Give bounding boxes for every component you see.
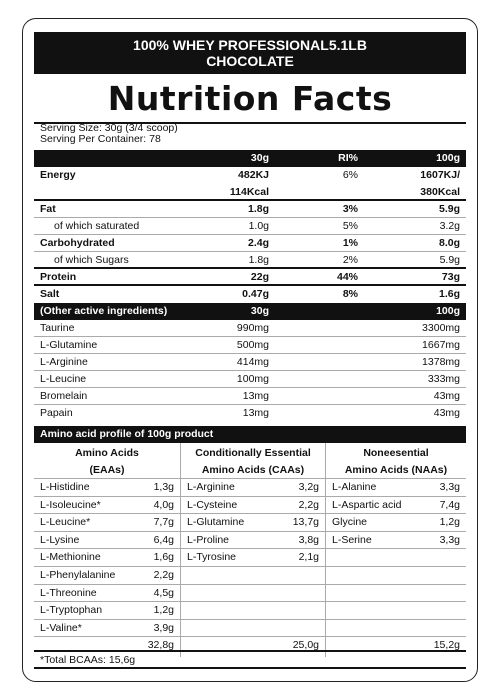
nutrient-100g: 5.9g <box>439 254 460 266</box>
active-30g: 13mg <box>242 390 269 402</box>
amino-value: 6,4g <box>153 533 174 546</box>
nutrient-100g: 3.2g <box>439 220 460 232</box>
nutrient-label: of which Sugars <box>54 254 129 266</box>
nutrient-row-protein <box>34 269 466 286</box>
nutrient-30g: 1.8g <box>248 254 269 266</box>
active-100g: 43mg <box>433 390 460 402</box>
amino-row <box>34 514 180 532</box>
total-bcaas-note: *Total BCAAs: 15,6g <box>34 650 466 669</box>
amino-profile-header: Amino acid profile of 100g product <box>34 426 466 443</box>
active-30g: 13mg <box>242 407 269 419</box>
amino-name: L-Threonine <box>40 586 97 599</box>
amino-value: 1,6g <box>153 551 174 564</box>
amino-row <box>181 514 325 532</box>
amino-empty-row <box>181 620 325 638</box>
amino-row <box>34 567 180 585</box>
amino-value: 7,7g <box>153 516 174 529</box>
active-label: Taurine <box>40 322 75 334</box>
amino-value: 4,0g <box>153 498 174 511</box>
amino-empty-row <box>326 549 466 567</box>
amino-row <box>326 479 466 497</box>
amino-value: 1,2g <box>153 604 174 617</box>
amino-empty-row <box>181 602 325 620</box>
active-30g: 500mg <box>236 339 269 351</box>
nutrient-100g: 73g <box>441 271 460 283</box>
amino-name: L-Tyrosine <box>187 551 237 564</box>
nutrient-ri: 44% <box>336 271 358 283</box>
nutrient-100g: 1.6g <box>438 288 460 300</box>
active-100g: 43mg <box>433 407 460 419</box>
nutrients-table <box>34 150 466 422</box>
active-row <box>34 320 466 337</box>
nutrient-row-energy-kcal <box>34 184 466 201</box>
nutrient-30g: 114Kcal <box>229 186 269 198</box>
amino-header-line2: Amino Acids (CAAs) <box>201 464 305 476</box>
amino-value: 1,2g <box>439 516 460 529</box>
bottom-rule <box>34 667 466 669</box>
product-name: 100% WHEY PROFESSIONAL5.1LB <box>133 37 367 53</box>
header-ri: RI% <box>338 152 358 164</box>
amino-value: 1,3g <box>153 481 174 493</box>
amino-column-eaas <box>34 443 180 657</box>
amino-empty-row <box>326 585 466 603</box>
nutrient-30g: 1.0g <box>248 220 269 232</box>
nutrient-ri: 1% <box>342 237 358 249</box>
nutrient-ri: 6% <box>342 169 358 181</box>
amino-name: L-Aspartic acid <box>332 498 402 511</box>
amino-row <box>34 549 180 567</box>
nutrient-ri: 5% <box>342 220 358 232</box>
active-row <box>34 337 466 354</box>
active-100g: 1667mg <box>422 339 460 351</box>
header-30g: 30g <box>250 152 269 164</box>
active-header-label: (Other active ingredients) <box>40 305 168 317</box>
nutrient-ri: 8% <box>342 288 358 300</box>
amino-name: L-Histidine <box>40 481 90 493</box>
amino-header-line1: Noneesential <box>363 447 429 459</box>
product-flavor: CHOCOLATE <box>206 53 294 69</box>
nutrient-label: Fat <box>40 203 56 215</box>
serving-info <box>40 123 178 145</box>
amino-value: 2,2g <box>298 498 319 511</box>
amino-row <box>34 585 180 603</box>
active-30g: 990mg <box>236 322 269 334</box>
nutrition-facts-title: Nutrition Facts <box>34 74 466 124</box>
active-row <box>34 388 466 405</box>
amino-row <box>326 514 466 532</box>
amino-name: Glycine <box>332 516 368 529</box>
amino-empty-row <box>326 567 466 585</box>
servings-per-container: Serving Per Container: 78 <box>40 133 161 145</box>
nutrient-label: of which saturated <box>54 220 140 232</box>
amino-value: 2,1g <box>298 551 319 564</box>
amino-value: 3,3g <box>439 481 460 493</box>
amino-name: L-Tryptophan <box>40 604 103 617</box>
nutrient-30g: 2.4g <box>247 237 269 249</box>
amino-column-header <box>326 443 466 479</box>
nutrient-30g: 0.47g <box>242 288 269 300</box>
amino-name: L-Valine* <box>40 621 82 634</box>
amino-row <box>34 479 180 497</box>
amino-row <box>181 479 325 497</box>
nutrient-label: Salt <box>40 288 60 300</box>
amino-value: 7,4g <box>439 498 460 511</box>
amino-name: L-Lysine <box>40 533 80 546</box>
active-100g: 1378mg <box>422 356 460 368</box>
amino-row <box>181 549 325 567</box>
header-100g: 100g <box>436 152 460 164</box>
active-row <box>34 354 466 371</box>
amino-name: L-Phenylalanine <box>40 568 116 581</box>
amino-value: 4,5g <box>153 586 174 599</box>
amino-header-line2: (EAAs) <box>89 464 125 476</box>
active-row <box>34 371 466 388</box>
active-30g: 100mg <box>236 373 269 385</box>
nutrient-row-salt <box>34 286 466 303</box>
nutrient-100g: 8.0g <box>438 237 460 249</box>
amino-name: L-Methionine <box>40 551 101 564</box>
amino-name: L-Arginine <box>187 481 235 493</box>
amino-header-line1: Conditionally Essential <box>195 447 311 459</box>
amino-name: L-Serine <box>332 533 372 546</box>
amino-total: 32,8g <box>147 639 174 652</box>
amino-empty-row <box>181 585 325 603</box>
amino-value: 3,3g <box>439 533 460 546</box>
nutrient-row-carbohydrated <box>34 235 466 252</box>
amino-column-header <box>181 443 325 479</box>
nutrient-30g: 22g <box>250 271 269 283</box>
amino-header-line1: Amino Acids <box>75 447 139 459</box>
nutrient-100g: 1607KJ/ <box>420 169 460 181</box>
amino-column-caas <box>181 443 325 657</box>
nutrients-header-row <box>34 150 466 167</box>
active-ingredients-header-row <box>34 303 466 320</box>
nutrient-row-saturated <box>34 218 466 235</box>
nutrient-ri: 3% <box>342 203 358 215</box>
amino-name: L-Isoleucine* <box>40 498 101 511</box>
amino-empty-row <box>181 567 325 585</box>
active-100g: 3300mg <box>422 322 460 334</box>
nutrient-label: Protein <box>40 271 77 283</box>
amino-row <box>181 497 325 515</box>
active-100g: 333mg <box>427 373 460 385</box>
amino-row <box>34 620 180 638</box>
active-label: L-Arginine <box>40 356 88 368</box>
active-row <box>34 405 466 422</box>
amino-value: 3,8g <box>298 533 319 546</box>
amino-row <box>181 532 325 550</box>
active-header-30g: 30g <box>250 305 269 317</box>
amino-column-header <box>34 443 180 479</box>
nutrient-row-sugars <box>34 252 466 269</box>
amino-empty-row <box>326 602 466 620</box>
active-label: L-Glutamine <box>40 339 98 351</box>
active-label: Bromelain <box>40 390 88 402</box>
nutrient-100g: 380Kcal <box>420 186 460 198</box>
amino-name: L-Glutamine <box>187 516 245 529</box>
amino-row <box>34 497 180 515</box>
amino-header-line2: Amino Acids (NAAs) <box>344 464 448 476</box>
nutrient-row-fat <box>34 201 466 218</box>
amino-total: 25,0g <box>292 639 319 652</box>
amino-row <box>326 532 466 550</box>
amino-name: L-Alanine <box>332 481 377 493</box>
amino-row <box>34 602 180 620</box>
nutrient-30g: 1.8g <box>247 203 269 215</box>
nutrient-ri: 2% <box>342 254 358 266</box>
nutrient-30g: 482KJ <box>238 169 269 181</box>
active-label: L-Leucine <box>40 373 87 385</box>
active-header-100g: 100g <box>436 305 460 317</box>
amino-total: 15,2g <box>433 639 460 652</box>
amino-value: 13,7g <box>292 516 319 529</box>
amino-empty-row <box>326 620 466 638</box>
amino-value: 3,2g <box>298 481 319 493</box>
amino-name: L-Proline <box>187 533 230 546</box>
amino-column-naas <box>326 443 466 657</box>
amino-row <box>326 497 466 515</box>
nutrient-label: Carbohydrated <box>40 237 115 249</box>
nutrient-row-energy <box>34 167 466 184</box>
amino-value: 2,2g <box>153 568 174 581</box>
amino-value: 3,9g <box>153 621 174 634</box>
serving-size: Serving Size: 30g (3/4 scoop) <box>40 122 178 134</box>
nutrient-label: Energy <box>40 169 76 181</box>
nutrient-100g: 5.9g <box>438 203 460 215</box>
amino-name: L-Leucine* <box>40 516 91 529</box>
amino-row <box>34 532 180 550</box>
active-label: Papain <box>40 407 73 419</box>
product-name-banner <box>34 32 466 74</box>
active-30g: 414mg <box>236 356 269 368</box>
amino-name: L-Cysteine <box>187 498 238 511</box>
